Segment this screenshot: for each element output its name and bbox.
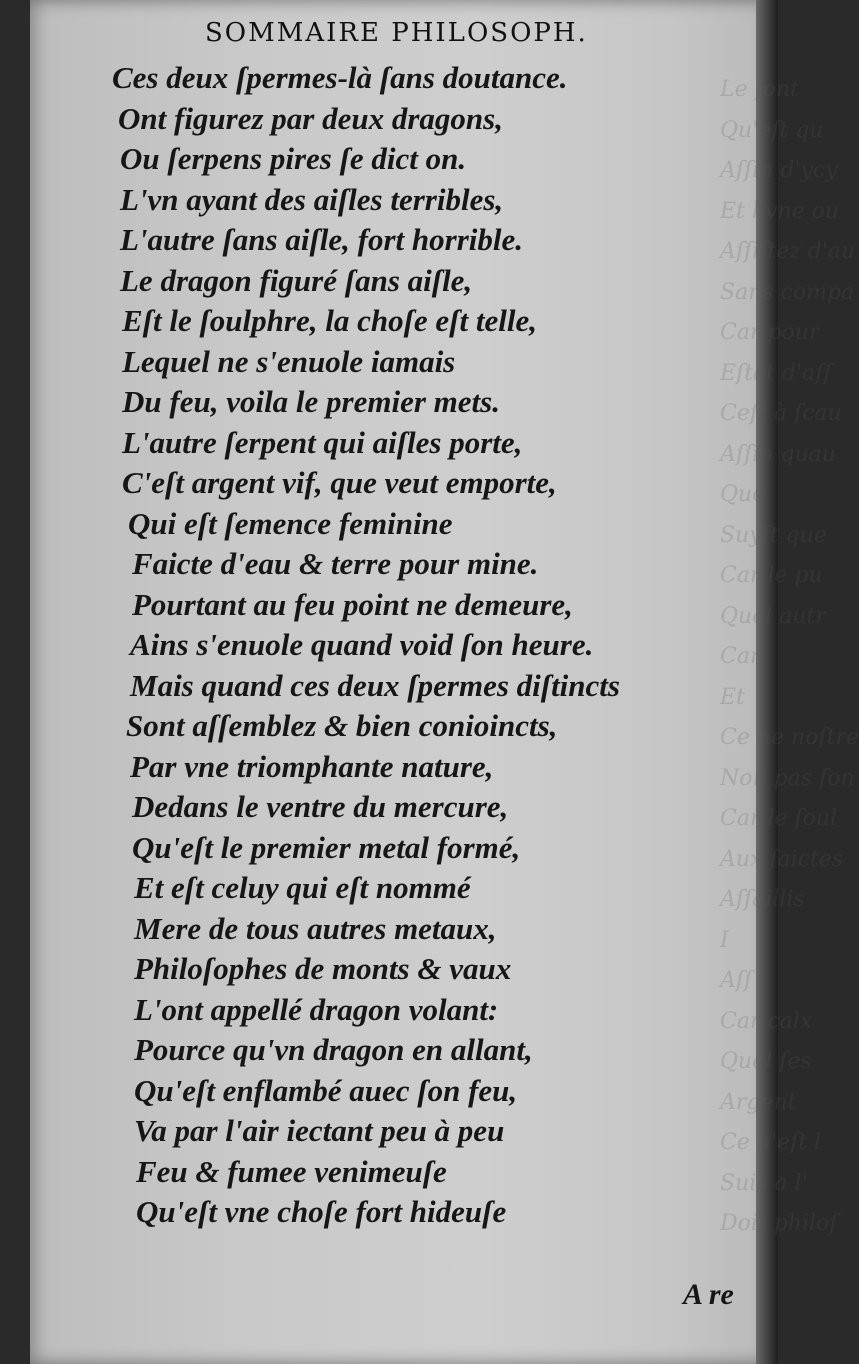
verse-line: Pourtant au feu point ne demeure, bbox=[132, 586, 573, 622]
verse-line: Sont aſſemblez & bien conioincts, bbox=[126, 708, 558, 743]
verse-line: Qu'eſt enflambé auec ſon feu, bbox=[134, 1072, 518, 1108]
verse-line: Qui eſt ſemence feminine bbox=[128, 505, 453, 541]
verse-line: Du feu, voila le premier mets. bbox=[122, 384, 500, 419]
verse-line: Qu'eſt vne choſe fort hideuſe bbox=[136, 1194, 507, 1229]
verse-line: C'eſt argent vif, que veut emporte, bbox=[122, 465, 557, 500]
verse-line: Ou ſerpens pires ſe dict on. bbox=[120, 141, 467, 176]
catchword: A re bbox=[683, 1278, 734, 1311]
verse-line: Qu'eſt le premier metal formé, bbox=[132, 829, 521, 865]
verse-line: L'ont appellé dragon volant: bbox=[134, 991, 499, 1027]
verse-line: Eſt le ſoulphre, la choſe eſt telle, bbox=[122, 303, 537, 338]
verse-line: Mere de tous autres metaux, bbox=[134, 910, 497, 946]
verse-line: L'autre ſans aiſle, fort horrible. bbox=[120, 222, 524, 257]
verse-line: Ces deux ſpermes-là ſans doutance. bbox=[112, 60, 568, 95]
verse-line: Dedans le ventre du mercure, bbox=[132, 789, 509, 824]
verse-block bbox=[112, 58, 712, 1233]
verse-line: Feu & fumee venimeuſe bbox=[136, 1153, 447, 1189]
running-header: SOMMAIRE PHILOSOPH. bbox=[205, 18, 588, 48]
verse-line: Le dragon figuré ſans aiſle, bbox=[120, 262, 473, 298]
verse-line: L'autre ſerpent qui aiſles porte, bbox=[122, 424, 523, 460]
verse-line: Ont figurez par deux dragons, bbox=[118, 100, 503, 136]
verse-line: Par vne triomphante nature, bbox=[130, 748, 494, 784]
verse-line: Va par l'air iectant peu à peu bbox=[134, 1113, 505, 1148]
verse-line: Et eſt celuy qui eſt nommé bbox=[134, 870, 471, 905]
bleed-through-text: Le ſont Qu'eſt qu Aſſin d'ycy Et l'vne ou Aſſiſtez d'au Sans compa Car pour Eſtat d'aſſ Ceſt à ſcau Aſſin quau Que Suyſt que Car le pu Quel autr Car Et Ce ne noſtre Non pas fon Car le ſoul Aux ſaictes Aſſaillis I Aſſ Car calx Quel ſes Argent Ce n'eſt l Suis a l' Doit philoſ bbox=[720, 77, 859, 1236]
verse-line: L'vn ayant des aiſles terribles, bbox=[120, 181, 504, 217]
verse-line: Ains s'enuole quand void ſon heure. bbox=[130, 627, 594, 662]
verse-line: Faicte d'eau & terre pour mine. bbox=[132, 546, 539, 581]
verse-line: Lequel ne s'enuole iamais bbox=[122, 343, 456, 379]
verse-line: Philoſophes de monts & vaux bbox=[134, 951, 512, 986]
verse-line: Mais quand ces deux ſpermes diſtincts bbox=[130, 667, 620, 703]
verse-line: Pource qu'vn dragon en allant, bbox=[134, 1032, 533, 1067]
